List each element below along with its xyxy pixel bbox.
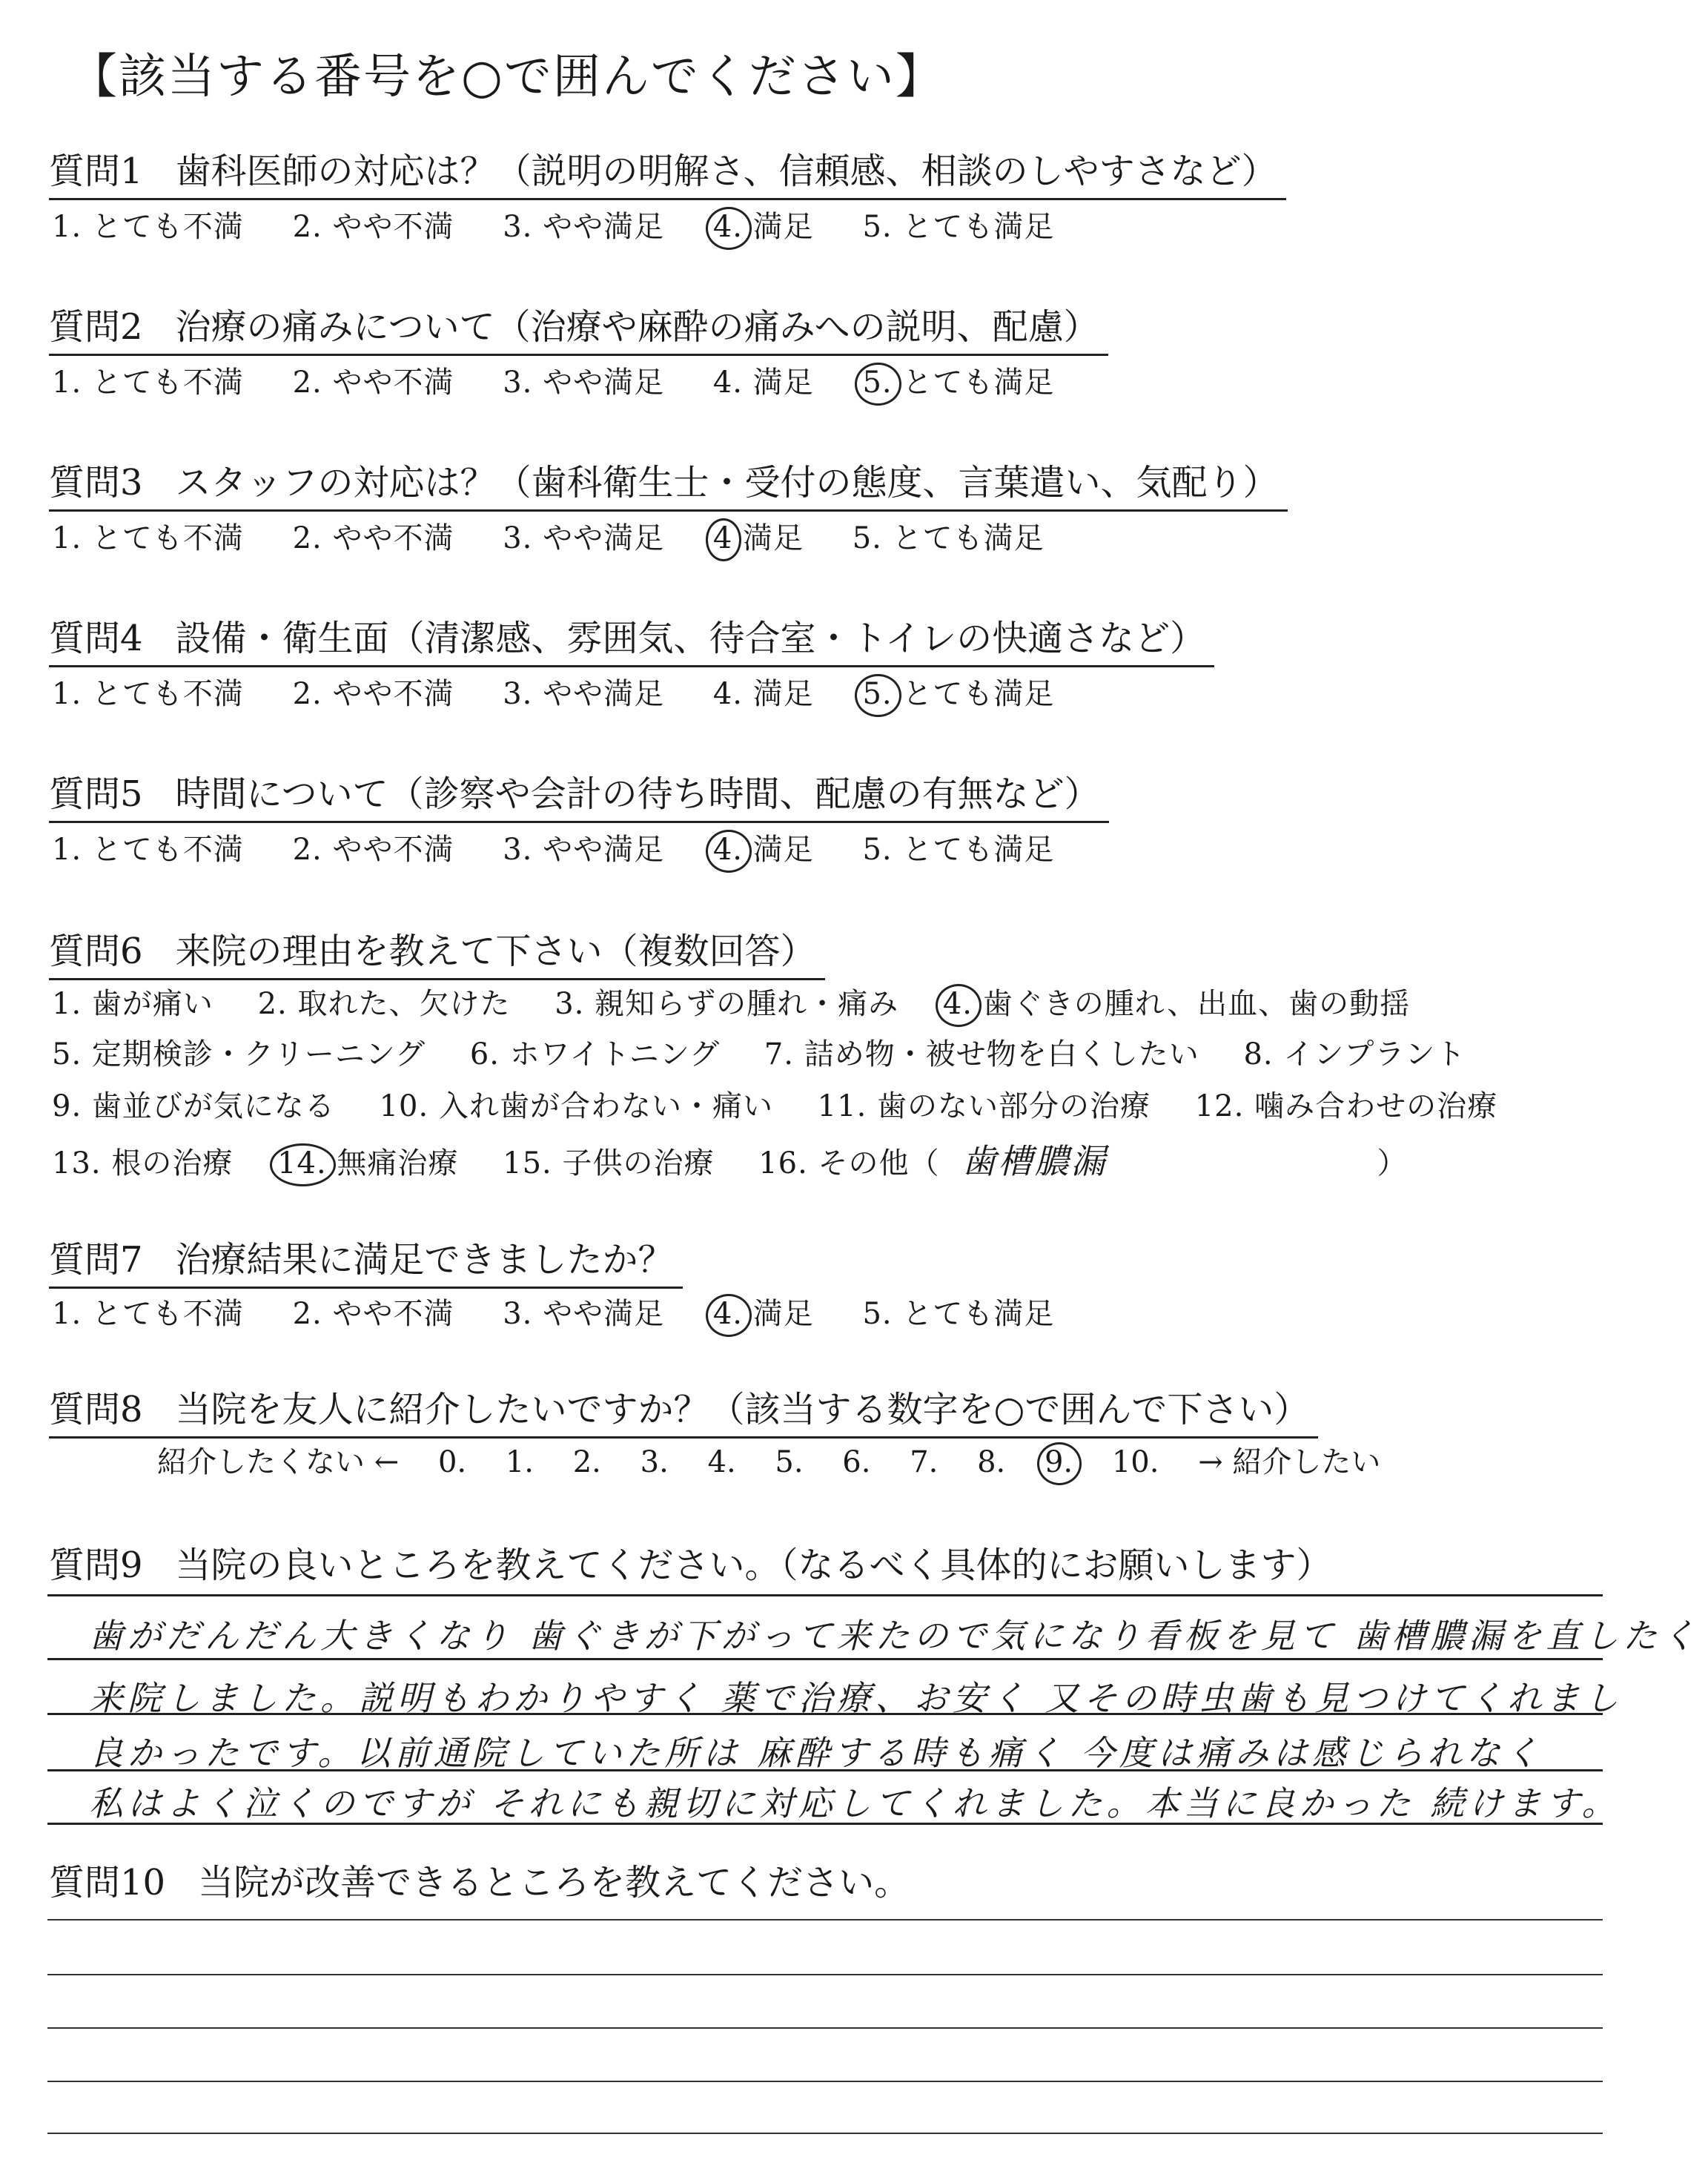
- question-label: 質問1: [49, 151, 143, 192]
- option-4-selected[interactable]: 4. 満足: [712, 833, 814, 867]
- reason-2[interactable]: 2. 取れた、欠けた: [257, 987, 511, 1021]
- options-q5: [52, 826, 1093, 868]
- answer-line: [47, 1713, 1603, 1715]
- scale-6[interactable]: 6.: [842, 1445, 871, 1479]
- question-6: [49, 922, 825, 980]
- reason-1[interactable]: 1. 歯が痛い: [52, 987, 214, 1021]
- question-8: [49, 1381, 1318, 1439]
- question-text: 治療結果に満足できましたか？: [175, 1239, 674, 1281]
- option-1[interactable]: 1. とても不満: [52, 833, 244, 867]
- option-2[interactable]: 2. やや不満: [292, 210, 454, 244]
- option-2[interactable]: 2. やや不満: [292, 677, 454, 711]
- answer-line[interactable]: [47, 2027, 1603, 2029]
- reason-5[interactable]: 5. 定期検診・クリーニング: [52, 1037, 426, 1071]
- option-5-selected[interactable]: 5. とても満足: [862, 366, 1055, 400]
- options-q7: [52, 1290, 1093, 1332]
- reason-4-selected[interactable]: 4. 歯ぐきの腫れ、出血、歯の動揺: [942, 987, 1411, 1021]
- option-3[interactable]: 3. やや満足: [503, 677, 665, 711]
- scale-9-selected[interactable]: 9.: [1044, 1445, 1073, 1479]
- scale-0[interactable]: 0.: [437, 1445, 467, 1479]
- question-5: [49, 765, 1109, 823]
- reason-11[interactable]: 11. 歯のない部分の治療: [817, 1089, 1151, 1123]
- option-4[interactable]: 4. 満足: [712, 366, 814, 400]
- option-3[interactable]: 3. やや満足: [503, 521, 665, 555]
- option-2[interactable]: 2. やや不満: [292, 833, 454, 867]
- question-text: 当院が改善できるところを教えてください。: [198, 1862, 910, 1903]
- answer-line: [47, 1658, 1603, 1660]
- question-text: 歯科医師の対応は？（説明の明解さ、信頼感、相談のしやすさなど）: [175, 151, 1277, 192]
- scale-2[interactable]: 2.: [572, 1445, 601, 1479]
- question-label: 質問8: [49, 1389, 143, 1430]
- other-handwritten[interactable]: 歯槽膿漏: [961, 1141, 1108, 1181]
- scale-8[interactable]: 8.: [977, 1445, 1006, 1479]
- recommend-scale: [157, 1439, 1410, 1481]
- question-4: [49, 610, 1214, 667]
- scale-5[interactable]: 5.: [775, 1445, 804, 1479]
- answer-line: [47, 1769, 1603, 1771]
- question-text: 設備・衛生面（清潔感、雰囲気、待合室・トイレの快適さなど）: [175, 618, 1206, 659]
- option-3[interactable]: 3. やや満足: [503, 833, 665, 867]
- question-10: [49, 1854, 918, 1909]
- reason-8[interactable]: 8. インプラント: [1243, 1037, 1466, 1071]
- question-9: [49, 1536, 1341, 1592]
- question-label: 質問6: [49, 931, 143, 972]
- page-title: 【該当する番号を○で囲んでください】: [70, 50, 944, 105]
- question-text: 当院を友人に紹介したいですか？（該当する数字を○で囲んで下さい）: [175, 1389, 1310, 1430]
- reason-6[interactable]: 6. ホワイトニング: [469, 1037, 721, 1071]
- answer-line[interactable]: [47, 1919, 1603, 1920]
- option-3[interactable]: 3. やや満足: [503, 1297, 665, 1331]
- option-1[interactable]: 1. とても不満: [52, 366, 244, 400]
- option-4-selected[interactable]: 4. 満足: [712, 1297, 814, 1331]
- options-q6-row-3: [52, 1083, 1532, 1125]
- answer-line[interactable]: [47, 2133, 1603, 2134]
- option-3[interactable]: 3. やや満足: [503, 366, 665, 400]
- option-2[interactable]: 2. やや不満: [292, 1297, 454, 1331]
- scale-right-label: → 紹介したい: [1198, 1445, 1381, 1479]
- reason-12[interactable]: 12. 噛み合わせの治療: [1194, 1089, 1498, 1123]
- question-label: 質問2: [49, 306, 143, 348]
- options-q2: [52, 359, 1093, 401]
- scale-4[interactable]: 4.: [707, 1445, 736, 1479]
- question-text: 治療の痛みについて（治療や麻酔の痛みへの説明、配慮）: [175, 306, 1099, 348]
- option-1[interactable]: 1. とても不満: [52, 677, 244, 711]
- scale-1[interactable]: 1.: [505, 1445, 534, 1479]
- options-q6-row-2: [52, 1031, 1500, 1073]
- reason-3[interactable]: 3. 親知らずの腫れ・痛み: [555, 987, 899, 1021]
- question-text: 来院の理由を教えて下さい（複数回答）: [175, 931, 816, 972]
- options-q6-row-4: [52, 1135, 1408, 1183]
- option-2[interactable]: 2. やや不満: [292, 366, 454, 400]
- option-5[interactable]: 5. とても満足: [862, 833, 1055, 867]
- reason-13[interactable]: 13. 根の治療: [52, 1146, 234, 1180]
- question-label: 質問7: [49, 1239, 143, 1281]
- question-label: 質問10: [49, 1862, 166, 1903]
- reason-15[interactable]: 15. 子供の治療: [503, 1146, 715, 1180]
- option-5-selected[interactable]: 5. とても満足: [862, 677, 1055, 711]
- answer-line[interactable]: [47, 1974, 1603, 1975]
- question-text: 当院の良いところを教えてください。（なるべく具体的にお願いします）: [175, 1545, 1332, 1586]
- option-4[interactable]: 4. 満足: [712, 677, 814, 711]
- option-4-selected[interactable]: 4 満足: [712, 521, 804, 555]
- option-1[interactable]: 1. とても不満: [52, 210, 244, 244]
- question-label: 質問9: [49, 1545, 143, 1586]
- reason-14-selected[interactable]: 14. 無痛治療: [277, 1146, 459, 1180]
- answer-line: [47, 1594, 1603, 1596]
- scale-7[interactable]: 7.: [910, 1445, 939, 1479]
- option-1[interactable]: 1. とても不満: [52, 1297, 244, 1331]
- option-5[interactable]: 5. とても満足: [862, 210, 1055, 244]
- scale-3[interactable]: 3.: [640, 1445, 669, 1479]
- reason-9[interactable]: 9. 歯並びが気になる: [52, 1089, 335, 1123]
- question-label: 質問4: [49, 618, 143, 659]
- option-4-selected[interactable]: 4. 満足: [712, 210, 814, 244]
- handwritten-answer-line-2[interactable]: 来院しました。説明もわかりやすく 薬で治療、お安く 又その時虫歯も見つけてくれまし: [89, 1678, 1623, 1718]
- option-3[interactable]: 3. やや満足: [503, 210, 665, 244]
- option-5[interactable]: 5. とても満足: [862, 1297, 1055, 1331]
- option-2[interactable]: 2. やや不満: [292, 521, 454, 555]
- answer-line: [47, 1823, 1603, 1825]
- question-label: 質問3: [49, 462, 143, 503]
- handwritten-answer-line-4[interactable]: 私はよく泣くのですが それにも親切に対応してくれました。本当に良かった 続けます。: [89, 1783, 1621, 1823]
- question-label: 質問5: [49, 773, 143, 815]
- option-1[interactable]: 1. とても不満: [52, 521, 244, 555]
- question-text: 時間について（診察や会計の待ち時間、配慮の有無など）: [175, 773, 1100, 815]
- question-3: [49, 454, 1288, 512]
- options-q6-row-1: [52, 980, 1444, 1023]
- reason-7[interactable]: 7. 詰め物・被せ物を白くしたい: [764, 1037, 1199, 1071]
- reason-16-other[interactable]: 16. その他（ 歯槽膿漏 ）: [758, 1135, 1407, 1183]
- question-7: [49, 1231, 683, 1289]
- answer-line[interactable]: [47, 2081, 1603, 2082]
- options-q3: [52, 515, 1083, 557]
- options-q1: [52, 203, 1093, 245]
- question-text: スタッフの対応は？（歯科衛生士・受付の態度、言葉遣い、気配り）: [175, 462, 1279, 503]
- option-5[interactable]: 5. とても満足: [852, 521, 1045, 555]
- handwritten-answer-line-3[interactable]: 良かったです。以前通院していた所は 麻酔する時も痛く 今度は痛みは感じられなく: [89, 1733, 1543, 1773]
- options-q4: [52, 670, 1093, 713]
- reason-10[interactable]: 10. 入れ歯が合わない・痛い: [379, 1089, 773, 1123]
- scale-left-label: 紹介したくない ←: [157, 1445, 400, 1479]
- handwritten-answer-line-1[interactable]: 歯がだんだん大きくなり 歯ぐきが下がって来たので気になり看板を見て 歯槽膿漏を直したく: [89, 1616, 1701, 1656]
- scale-10[interactable]: 10.: [1111, 1445, 1159, 1479]
- question-1: [49, 142, 1286, 200]
- question-2: [49, 298, 1108, 356]
